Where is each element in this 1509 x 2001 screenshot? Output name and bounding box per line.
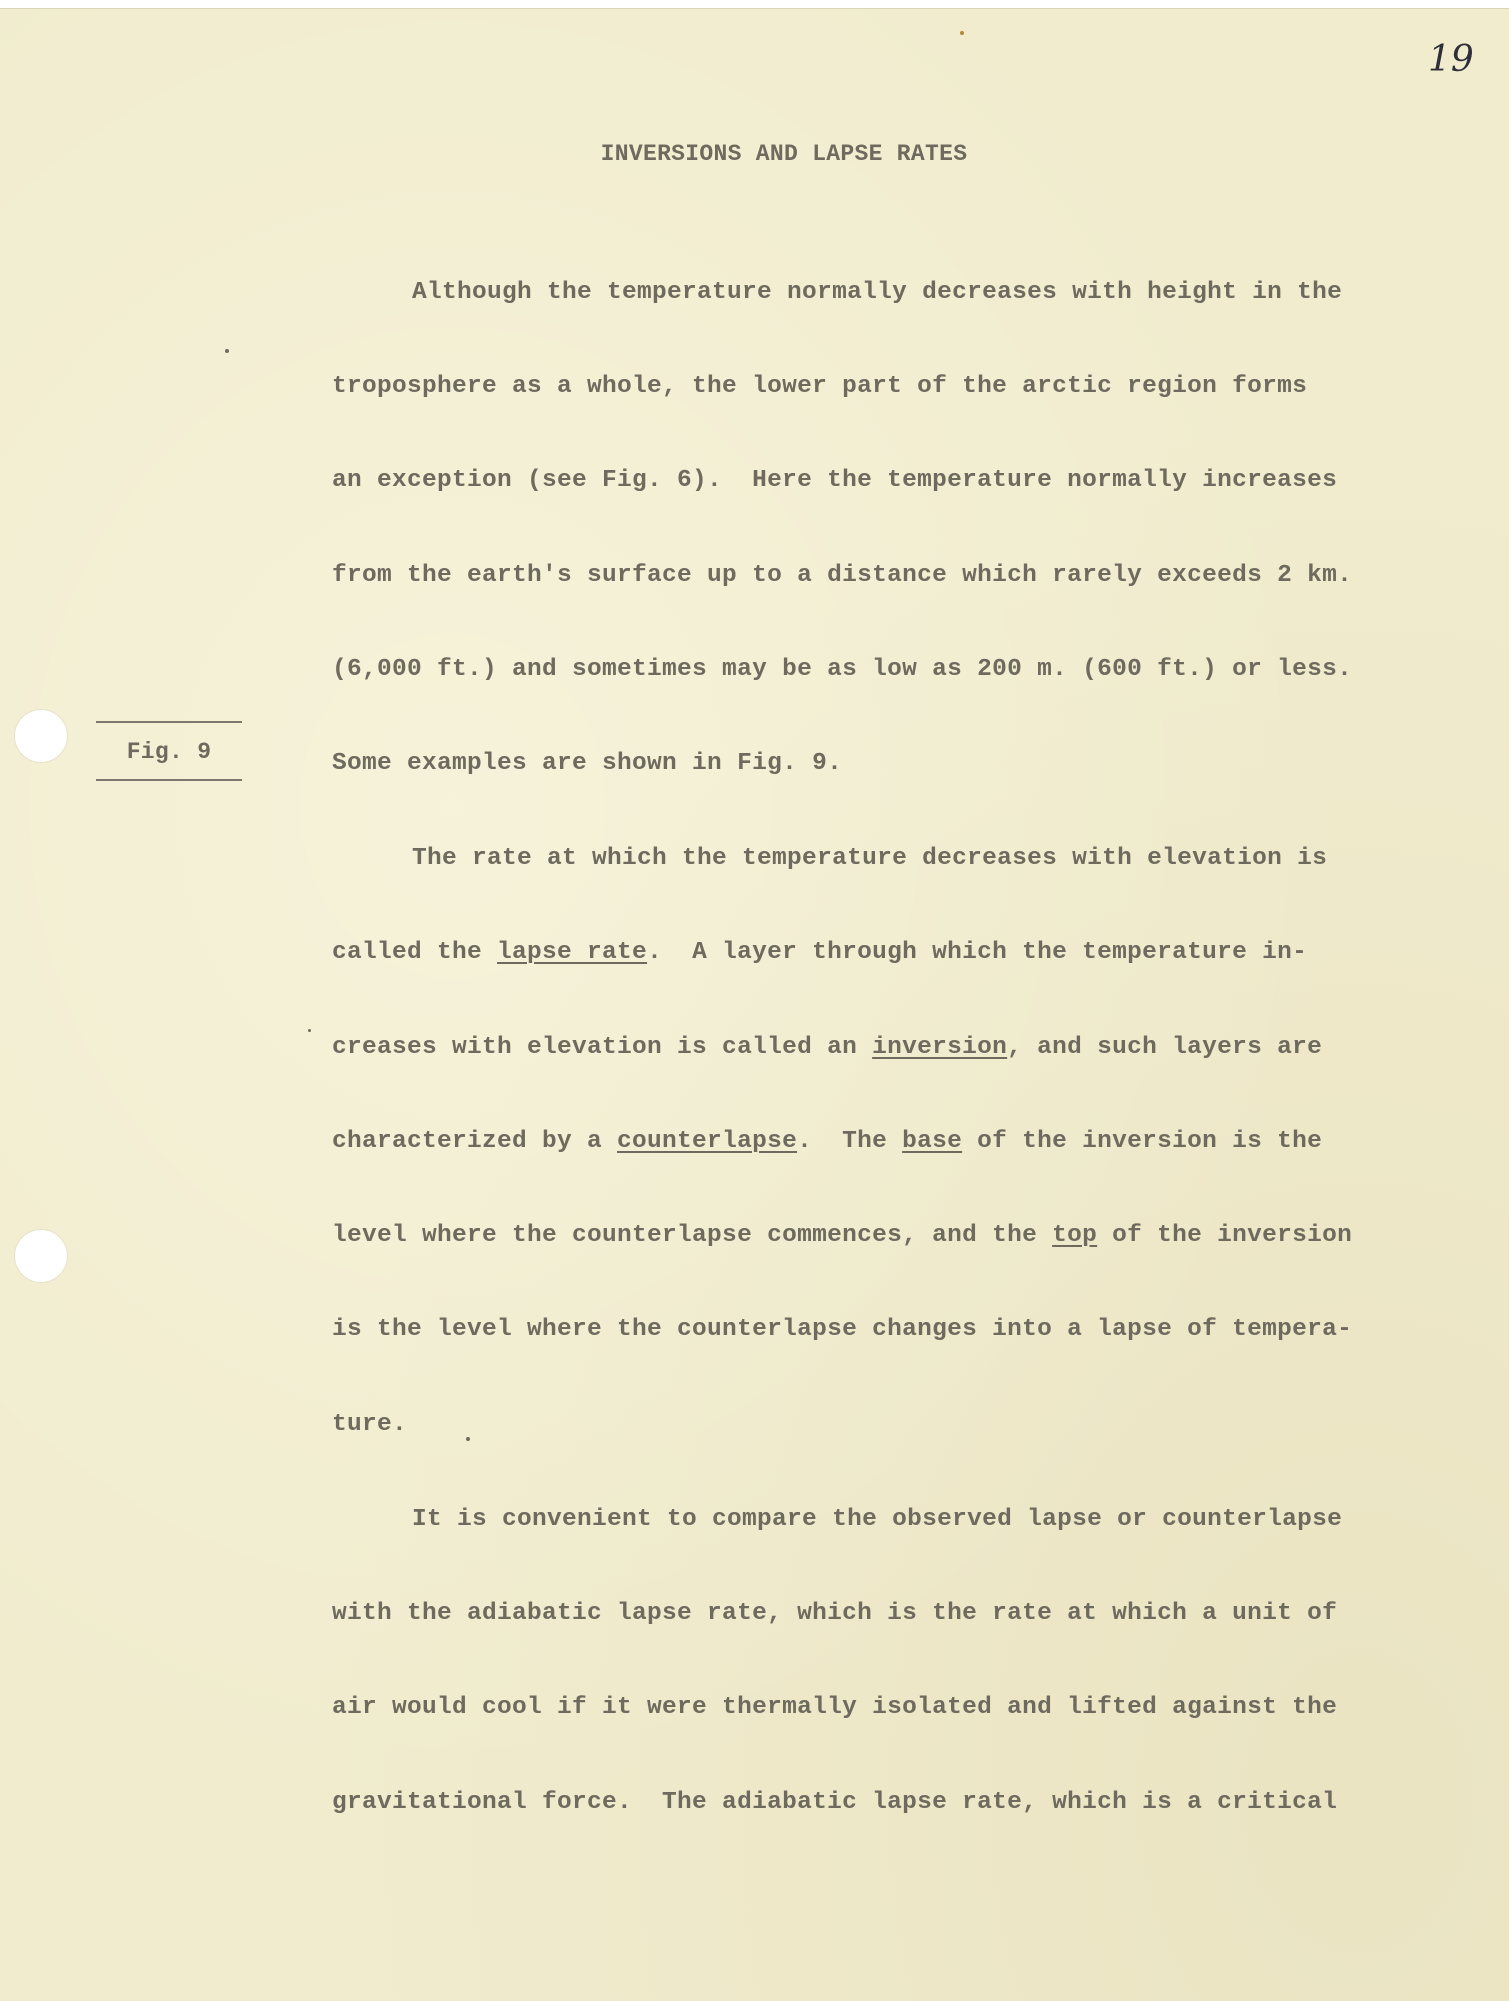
paragraph-3-line-3: air would cool if it were thermally isolated and lifted against the <box>332 1694 1338 1721</box>
paragraph-2-line-2 <box>332 939 1307 966</box>
text-fragment: level where the counterlapse commences, and the <box>332 1222 1053 1249</box>
paragraph-2-line-3 <box>332 1034 1322 1061</box>
punch-hole-bottom <box>14 1229 68 1283</box>
paragraph-2-line-7: ture. <box>332 1411 408 1438</box>
paragraph-2-line-1: The rate at which the temperature decreases with elevation is <box>412 845 1328 872</box>
text-fragment: , and such layers are <box>1007 1034 1323 1061</box>
page-number: 19 <box>1428 39 1474 80</box>
term-lapse-rate: lapse rate <box>497 939 648 966</box>
paragraph-3-line-4: gravitational force. The adiabatic lapse rate, which is a critical <box>332 1789 1338 1816</box>
term-top: top <box>1052 1222 1098 1249</box>
text-fragment: . A layer through which the temperature in- <box>647 939 1308 966</box>
margin-figure-reference <box>96 721 242 781</box>
term-counterlapse: counterlapse <box>617 1128 798 1155</box>
paragraph-1-line-4: from the earth's surface up to a distance which rarely exceeds 2 km. <box>332 562 1353 589</box>
paper-speck <box>308 1029 311 1032</box>
margin-rule-bottom <box>96 779 242 781</box>
paragraph-2-line-5 <box>332 1222 1352 1249</box>
term-inversion: inversion <box>872 1034 1008 1061</box>
term-base: base <box>902 1128 963 1155</box>
paper-speck <box>466 1437 470 1441</box>
paragraph-1-line-6: Some examples are shown in Fig. 9. <box>332 750 843 777</box>
paragraph-2-line-4 <box>332 1128 1322 1155</box>
paragraph-1-line-5: (6,000 ft.) and sometimes may be as low as 200 m. (600 ft.) or less. <box>332 656 1353 683</box>
page-title: INVERSIONS AND LAPSE RATES <box>600 141 968 167</box>
text-fragment: called the <box>332 939 498 966</box>
paragraph-3-line-1: It is convenient to compare the observed lapse or counterlapse <box>412 1506 1343 1533</box>
paragraph-1-line-3: an exception (see Fig. 6). Here the temperature normally increases <box>332 467 1338 494</box>
text-fragment: characterized by a <box>332 1128 618 1155</box>
text-fragment: of the inversion <box>1097 1222 1353 1249</box>
punch-hole-top <box>14 709 68 763</box>
document-page <box>0 8 1509 2001</box>
paper-speck <box>225 349 229 353</box>
paragraph-1-line-1: Although the temperature normally decreases with height in the <box>412 279 1343 306</box>
paragraph-1-line-2: troposphere as a whole, the lower part of the arctic region forms <box>332 373 1308 400</box>
paper-speck <box>960 31 964 35</box>
text-fragment: . The <box>797 1128 903 1155</box>
paragraph-2-line-6: is the level where the counterlapse changes into a lapse of tempera- <box>332 1316 1353 1343</box>
text-fragment: of the inversion is the <box>962 1128 1323 1155</box>
text-fragment: creases with elevation is called an <box>332 1034 873 1061</box>
margin-figure-label: Fig. 9 <box>126 739 212 765</box>
paragraph-3-line-2: with the adiabatic lapse rate, which is the rate at which a unit of <box>332 1600 1338 1627</box>
